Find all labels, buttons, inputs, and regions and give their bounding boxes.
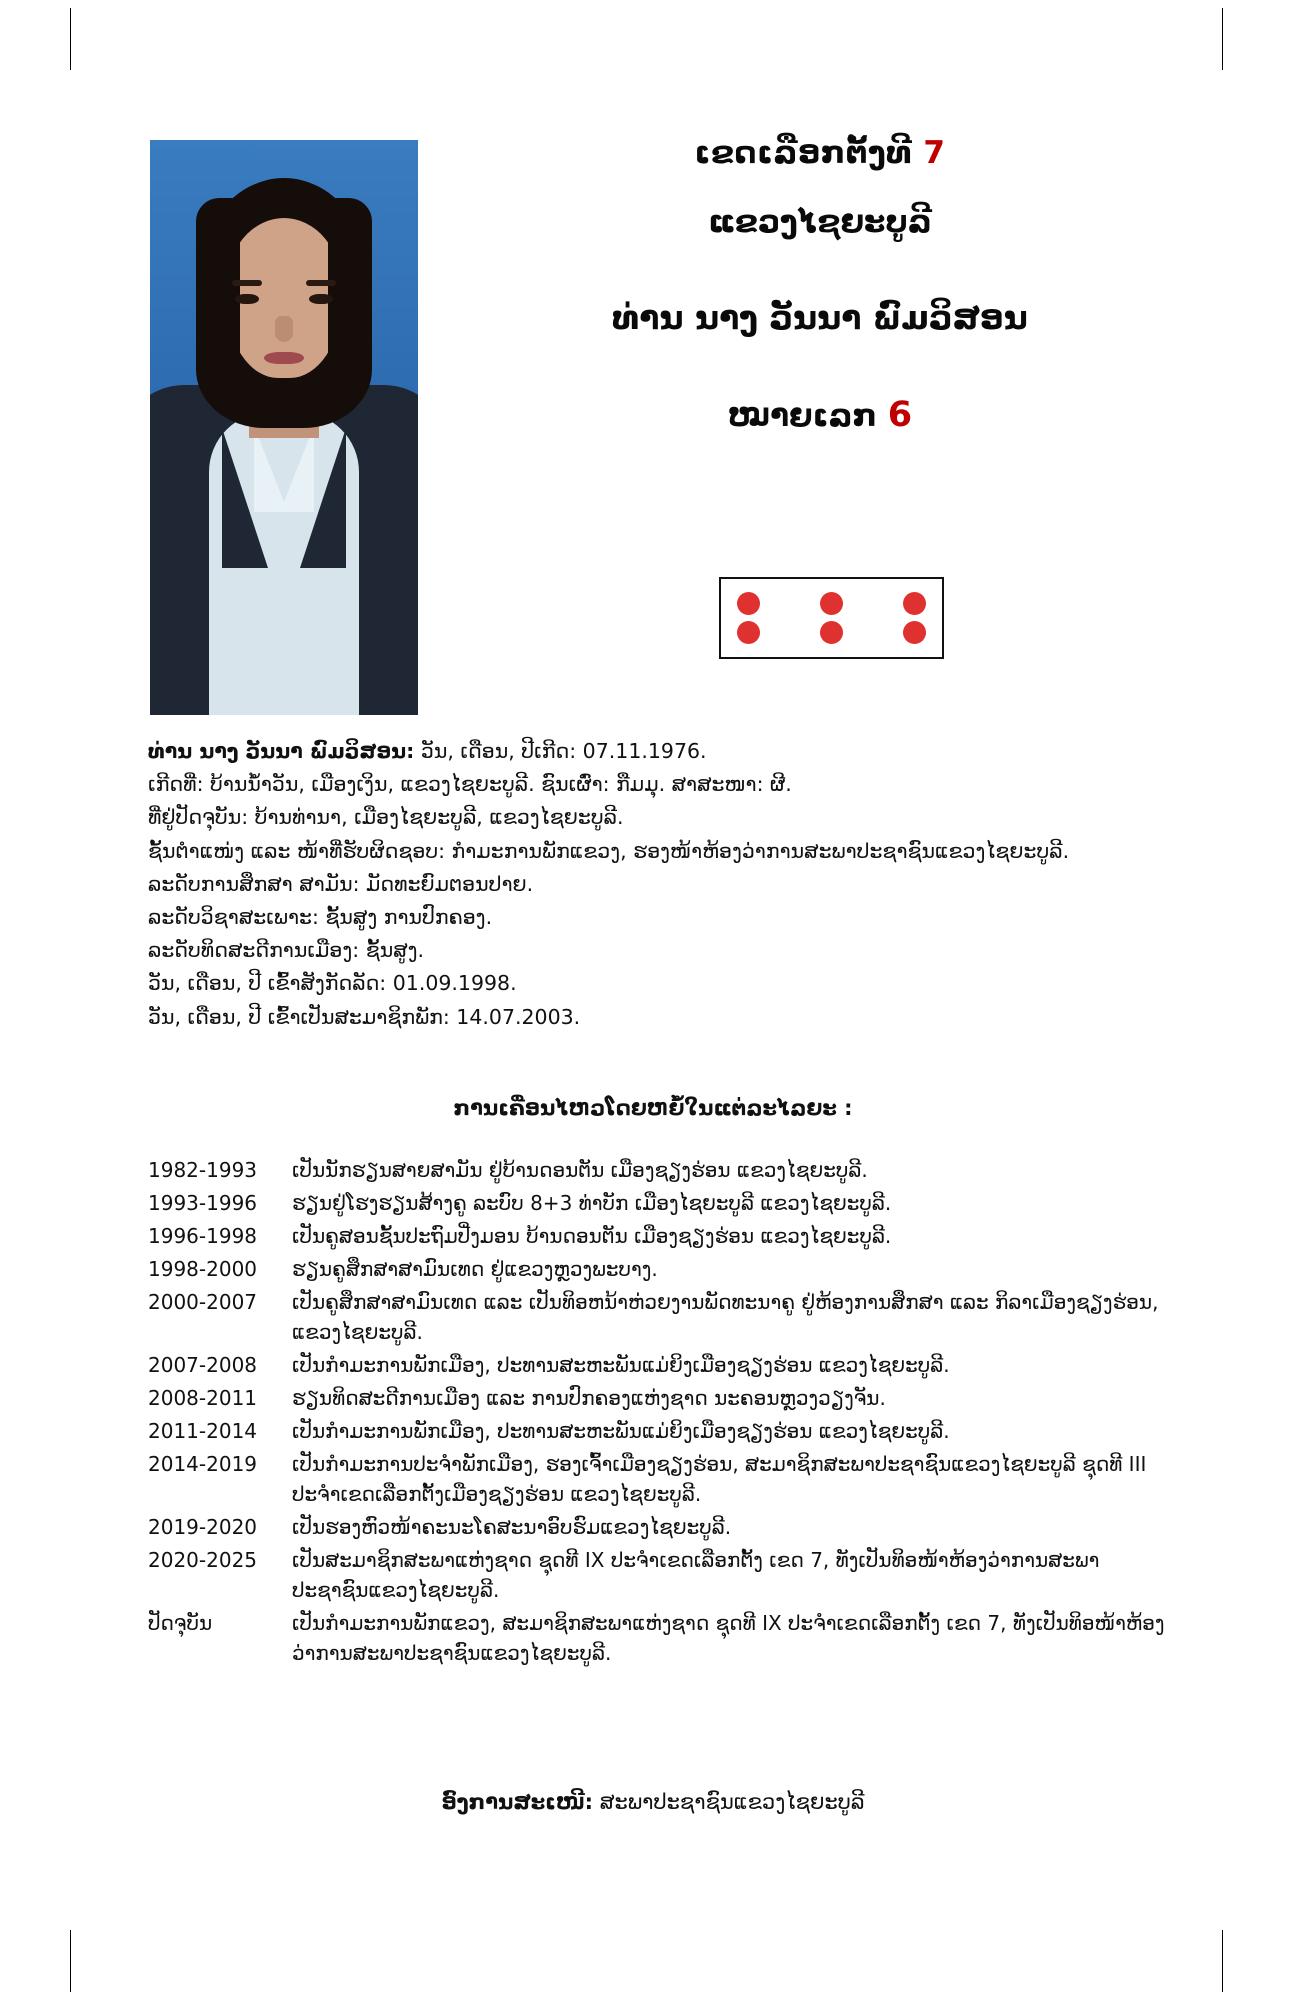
ballot-number-value: 6 [887, 394, 913, 435]
career-description: ເປັນສະມາຊິກສະພາແຫ່ງຊາດ ຊຸດທີ IX ປະຈຳເຂດເລືອກຕັ້ງ ເຂດ 7, ທັງເປັນທິອໜ້າຫ້ອງວ່າການສະພາປະຊາຊົນແຂວງໄຊຍະບູລີ. [292, 1548, 1100, 1602]
biography-block [148, 735, 1158, 1034]
portrait-eyebrow-right [306, 280, 336, 286]
bio-line-1 [148, 735, 1158, 768]
bio-line-9: ວັນ, ເດືອນ, ປີ ເຂົ້າເປັນສະມາຊິກພັກ: 14.07.2003. [148, 1004, 581, 1029]
bio-line-5: ລະດັບການສຶກສາ ສາມັນ: ມັດທະຍົມຕອນປາຍ. [148, 871, 534, 896]
proposing-organization [148, 1790, 1158, 1814]
career-description: ເປັນກຳມະການປະຈຳພັກເມືອງ, ຮອງເຈົ້າເມືອງຊຽງຮ່ອນ, ສະມາຊິກສະພາປະຊາຊົນແຂວງໄຊຍະບູລີ ຊຸດທີ III ປະຈຳເຂດເລືອກຕັ້ງເມືອງຊຽງຮ່ອນ ແຂວງໄຊຍະບູລີ. [292, 1452, 1147, 1506]
career-row [148, 1254, 1168, 1284]
bio-line-2: ເກີດທີ່: ບ້ານນ້ຳວັນ, ເມືອງເງິນ, ແຂວງໄຊຍະບູລີ. ຊົນເຜົ່າ: ກືມມຸ. ສາສະໜາ: ຜີ. [148, 772, 792, 797]
career-period: 2008-2011 [148, 1386, 258, 1410]
bio-line-8: ວັນ, ເດືອນ, ປີ ເຂົ້າສັງກັດລັດ: 01.09.1998. [148, 971, 517, 996]
career-row [148, 1155, 1168, 1185]
career-period: 1982-1993 [148, 1158, 258, 1182]
career-description: ເປັນກຳມະການພັກເມືອງ, ປະທານສະຫະພັນແມ່ຍິງເມືອງຊຽງຮ່ອນ ແຂວງໄຊຍະບູລີ. [292, 1353, 950, 1377]
candidate-photo [150, 140, 418, 715]
career-period: 2020-2025 [148, 1548, 258, 1572]
career-period: 1998-2000 [148, 1257, 258, 1281]
portrait-eye-right [309, 294, 333, 304]
career-row [148, 1545, 1168, 1605]
ballot-dot [820, 592, 843, 615]
career-row [148, 1350, 1168, 1380]
crop-mark-bottom-left [70, 1930, 71, 1992]
ballot-dot [737, 592, 760, 615]
portrait-eyebrow-left [232, 280, 262, 286]
career-description: ເປັນກຳມະການພັກເມືອງ, ປະທານສະຫະພັນແມ່ຍິງເມືອງຊຽງຮ່ອນ ແຂວງໄຊຍະບູລີ. [292, 1419, 950, 1443]
ballot-dot [903, 621, 926, 644]
career-period: 1993-1996 [148, 1191, 258, 1215]
career-row [148, 1416, 1168, 1446]
career-description: ຮຽນຢູ່ໂຮງຮຽນສ້າງຄູ ລະບົບ 8+3 ທ່າບັກ ເມືອງໄຊຍະບູລີ ແຂວງໄຊຍະບູລີ. [292, 1191, 892, 1215]
ballot-number-line [470, 391, 1170, 440]
dots-row-top [737, 592, 926, 615]
bio-name-label: ທ່ານ ນາງ ວັນນາ ພົມວິສອນ: [148, 739, 415, 763]
career-row [148, 1221, 1168, 1251]
career-row [148, 1512, 1168, 1542]
portrait-mouth [264, 352, 304, 364]
bio-line-6: ລະດັບວິຊາສະເພາະ: ຊັ້ນສູງ ການປົກຄອງ. [148, 905, 493, 930]
career-period: 2014-2019 [148, 1452, 258, 1476]
bio-line-4: ຊັ້ນຕຳແໜ່ງ ແລະ ໜ້າທີ່ຮັບຜິດຊອບ: ກຳມະການພັກແຂວງ, ຮອງໜ້າຫ້ອງວ່າການສະພາປະຊາຊົນແຂວງໄຊຍະບູລີ. [148, 838, 1070, 863]
career-period: 1996-1998 [148, 1224, 258, 1248]
crop-mark-bottom-right [1222, 1930, 1223, 1992]
electoral-zone-number: 7 [923, 135, 946, 171]
portrait-eye-left [235, 294, 259, 304]
proposing-organization-label: ອົງການສະເໜີ: [441, 1790, 594, 1814]
career-description: ເປັນກຳມະການພັກແຂວງ, ສະມາຊິກສະພາແຫ່ງຊາດ ຊຸດທີ IX ປະຈຳເຂດເລືອກຕັ້ງ ເຂດ 7, ທັງເປັນທິອໜ້າຫ້ອງວ່າການສະພາປະຊາຊົນແຂວງໄຊຍະບູລີ. [292, 1611, 1165, 1665]
career-row [148, 1608, 1168, 1668]
career-description: ຮຽນຄູສຶກສາສາມົນເທດ ຢູ່ແຂວງຫຼວງພະບາງ. [292, 1257, 658, 1281]
career-row [148, 1383, 1168, 1413]
career-description: ເປັນຄູສອນຊັ້ນປະຖົມປີ່ງມອນ ບ້ານດອນຕັນ ເມືອງຊຽງຮ່ອນ ແຂວງໄຊຍະບູລີ. [292, 1224, 892, 1248]
career-section-title: ການເຄື່ອນໄຫວໂດຍຫຍໍ້ໃນແຕ່ລະໄລຍະ : [453, 1096, 853, 1120]
career-description: ເປັນຄູສຶກສາສາມົນເທດ ແລະ ເປັນທິອຫນ້າຫ່ວຍງານພັດທະນາຄູ ຢູ່ຫ້ອງການສຶກສາ ແລະ ກິລາເມືອງຊຽງຮ່ອນ, ແຂວງໄຊຍະບູລີ. [292, 1290, 1159, 1344]
header-text-block [470, 130, 1170, 440]
proposing-organization-value: ສະພາປະຊາຊົນແຂວງໄຊຍະບູລີ [593, 1790, 865, 1814]
province-name: ແຂວງໄຊຍະບູລີ [708, 203, 932, 240]
ballot-dot [903, 592, 926, 615]
bio-line-3: ທີ່ຢູ່ປັດຈຸບັນ: ບ້ານທ່ານາ, ເມືອງໄຊຍະບູລີ, ແຂວງໄຊຍະບູລີ. [148, 805, 624, 830]
header-block [0, 0, 1293, 740]
electoral-zone-line [470, 130, 1170, 177]
career-description: ເປັນນັກຮຽນສາຍສາມັນ ຢູ່ບ້ານດອນຕັນ ເມືອງຊຽງຮ່ອນ ແຂວງໄຊຍະບູລີ. [292, 1158, 868, 1182]
portrait-lapel-right [300, 428, 346, 568]
career-period: 2019-2020 [148, 1515, 258, 1539]
career-row [148, 1287, 1168, 1347]
ballot-dots-box [719, 577, 944, 659]
portrait-lapel-left [222, 428, 268, 568]
career-period: ປັດຈຸບັນ [148, 1611, 213, 1635]
career-row [148, 1188, 1168, 1218]
ballot-dot [737, 621, 760, 644]
career-history-list [148, 1155, 1168, 1671]
career-description: ເປັນຮອງຫົວໜ້າຄະນະໂຄສະນາອົບຮົມແຂວງໄຊຍະບູລີ. [292, 1515, 732, 1539]
bio-birth-info: ວັນ, ເດືອນ, ປີເກີດ: 07.11.1976. [414, 739, 707, 763]
bio-line-7: ລະດັບທິດສະດີການເມືອງ: ຊັ້ນສູງ. [148, 938, 425, 963]
career-period: 2011-2014 [148, 1419, 258, 1443]
ballot-number-label: ໝາຍເລກ [727, 397, 877, 434]
career-period: 2007-2008 [148, 1353, 258, 1377]
career-row [148, 1449, 1168, 1509]
dots-row-bottom [737, 621, 926, 644]
ballot-dot [820, 621, 843, 644]
portrait-nose [275, 316, 293, 342]
career-period: 2000-2007 [148, 1290, 258, 1314]
candidate-name: ທ່ານ ນາງ ວັນນາ ພົມວິສອນ [612, 298, 1028, 337]
electoral-zone-label: ເຂດເລືອກຕັ້ງທີ [694, 135, 913, 171]
career-description: ຮຽນທິດສະດີການເມືອງ ແລະ ການປົກຄອງແຫ່ງຊາດ ນະຄອນຫຼວງວຽງຈັນ. [292, 1386, 886, 1410]
